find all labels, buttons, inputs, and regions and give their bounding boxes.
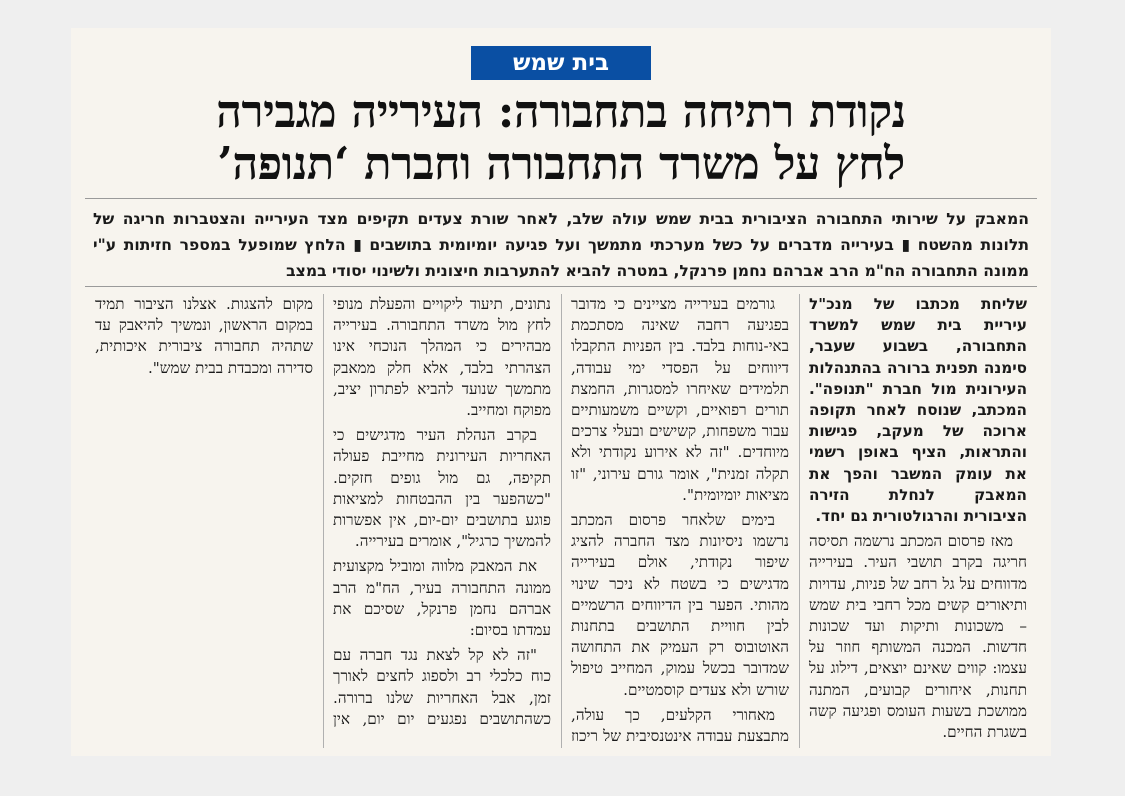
body-paragraph: בימים שלאחר פרסום המכתב נרשמו ניסיונות מצד החברה להציג שיפור נקודתי, אולם בעירייה מדגישים כי בשטח לא ניכר שינוי מהותי. הפער בין הדיווחים הרשמיים לבין חוויית התושבים בתחנות האוטובוס רק העמיק את התחושה שמדובר בכשל עמוק, המחייב טיפול שורש ולא צעדים קוסמטיים. — [571, 511, 789, 699]
divider-top — [85, 198, 1037, 199]
headline — [91, 86, 1031, 190]
subheadline: המאבק על שירותי התחבורה הציבורית בבית שמש עולה שלב, לאחר שורת צעדים תקיפים מצד העירייה והצטברות חריגה של תלונות מהשטח ▮ בעירייה מדברים על כשל מערכתי מתמשך ועל פגיעה יומיומית בתושבים ▮ הלחץ שמופעל במספר חזיתות ע"י ממונה התחבורה הח"מ הרב אברהם נחמן פרנקל, במטרה להביא להתערבות חיצונית ולשינוי יסודי במצב — [93, 210, 1029, 280]
newspaper-page — [71, 28, 1051, 756]
body-paragraph: גורמים בעירייה מציינים כי מדובר בפגיעה רחבה שאינה מסתכמת באי-נוחות בלבד. בין הפניות התקבלו דיווחים על הפסדי ימי עבודה, תלמידים שאיחרו למסגרות, החמצת תורים רפואיים, וקשיים משמעותיים עבור משפחות, קשישים ובעלי צרכים מיוחדים. "זה לא אירוע נקודתי ולא תקלה זמנית", אומר גורם עירוני, "זו מציאות יומיומית". — [571, 295, 789, 504]
body-paragraph: מאחורי הקלעים, כך עולה, מתבצעת עבודה אינטנסיבית של ריכוז נתונים, תיעוד ליקויים והפעלת מנופי לחץ מול משרד התחבורה. בעירייה מבהירים כי המהלך הנוכחי אינו הצהרתי בלבד, אלא חלק ממאבק מתמשך שנועד להביא לפתרון יציב, מפוקח ומחייב. — [333, 295, 789, 746]
body-paragraph-quote: "זה לא קל לצאת נגד חברה עם כוח כלכלי רב ולספוג לחצים לאורך זמן, אבל האחריות שלנו ברורה. כשהתושבים נפגעים יום יום, אין מקום להצגות. אצלנו הציבור תמיד במקום הראשון, ונמשיך להיאבק עד שתהיה תחבורה ציבורית איכותית, סדירה ומכבדת בבית שמש". — [95, 295, 551, 728]
body-paragraph-lead: שליחת מכתבו של מנכ"ל עיריית בית שמש למשרד התחבורה, בשבוע שעבר, סימנה תפנית ברורה בהתנהלות העירונית מול חברת "תנופה". המכתב, שנוסח לאחר תקופה ארוכה של מעקב, פגישות והתראות, הציף באופן רשמי את עומק המשבר והפך את המאבק לנחלת הזירה הציבורית והרגולטורית גם יחד. — [809, 295, 1027, 526]
body-paragraph: מאז פרסום המכתב נרשמה תסיסה חריגה בקרב תושבי העיר. בעירייה מדווחים על גל רחב של פניות, עדויות ותיאורים קשים מכל רחבי בית שמש – משכונות ותיקות ועד שכונות חדשות. המכנה המשותף חוזר על עצמו: קווים שאינם יוצאים, דילוג על תחנות, איחורים קבועים, המתנה ממושכת בשעות העומס ופגיעה קשה בשגרת החיים. — [809, 532, 1027, 742]
divider-bottom — [85, 286, 1037, 287]
headline-line-2: לחץ על משרד התחבורה וחברת ‘תנופה’ — [217, 137, 905, 190]
body-paragraph: את המאבק מלווה ומוביל מקצועית ממונה התחבורה בעיר, הח"מ הרב אברהם נחמן פרנקל, שסיכם את עמדתו בסיום: — [333, 557, 551, 640]
section-tag: בית שמש — [471, 46, 651, 80]
headline-line-1: נקודת רתיחה בתחבורה: העירייה מגבירה — [216, 85, 906, 138]
article-body — [95, 294, 1027, 748]
body-paragraph: בקרב הנהלת העיר מדגישים כי האחריות העירונית מחייבת פעולה תקיפה, גם מול גופים חזקים. "כשהפער בין ההבטחות למציאות פוגע בתושבים יום-יום, אין אפשרות להמשיך כרגיל", אומרים בעירייה. — [333, 426, 551, 551]
